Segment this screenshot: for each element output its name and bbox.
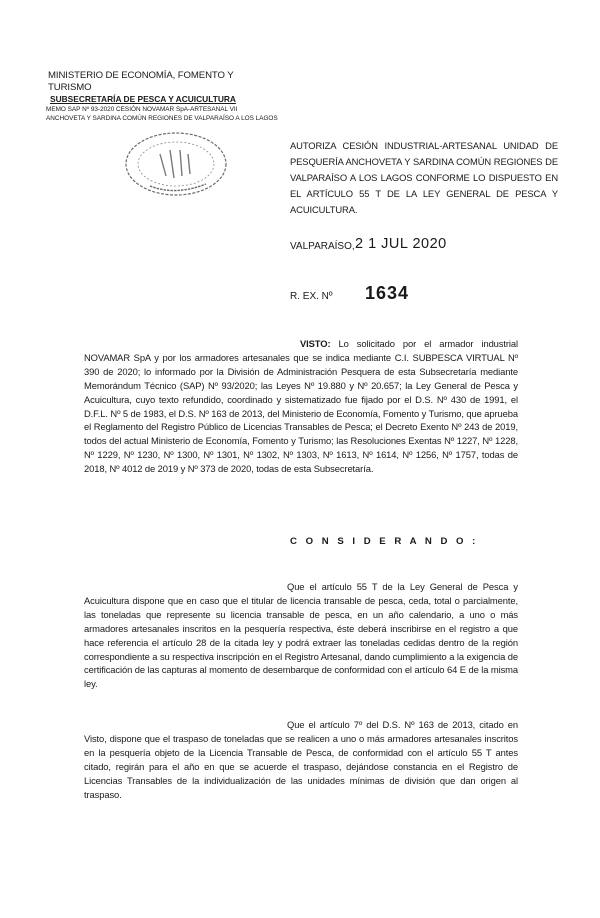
considerando-paragraph-1 (84, 580, 518, 691)
rex-label: R. EX. Nº (290, 291, 333, 302)
rex-number: 1634 (365, 283, 410, 303)
considerando-paragraph-2 (84, 718, 518, 801)
memo-reference-line-1: MEMO SAP Nº 93-2020 CESIÓN NOVAMAR SpA-ARTESANAL VII (46, 106, 238, 113)
place-label: VALPARAÍSO, (290, 241, 355, 252)
subsecretaria-name: SUBSECRETARÍA DE PESCA Y ACUICULTURA (50, 94, 236, 104)
memo-reference-line-2: ANCHOVETA Y SARDINA COMÚN REGIONES DE VALPARAÍSO A LOS LAGOS (46, 115, 278, 122)
resolution-date: 2 1 JUL 2020 (355, 236, 447, 252)
ministry-name: MINISTERIO DE ECONOMÍA, FOMENTO Y TURISMO (48, 70, 234, 93)
visto-text: Lo solicitado por el armador industrial NOVAMAR SpA y por los armadores artesanales que se indica mediante C.I. SUBPESCA VIRTUAL Nº 390 de 2020; lo informado por la División de Administración Pesquera de esta Subsecretaría mediante Memorándum Técnico (SAP) Nº 93/2020; las Leyes Nº 19.880 y Nº 20.657; la Ley General de Pesca y Acuicultura, cuyo texto refundido, coordinado y sistematizado fue fijado por el D.S. Nº 430 de 1991, el D.F.L. Nº 5 de 1983, el D.S. Nº 163 de 2013, del Ministerio de Economía, Fomento y Turismo, que aprueba el Reglamento del Registro Público de Licencias Transables de Pesca; el Decreto Exento Nº 243 de 2019, todos del actual Ministerio de Economía, Fomento y Turismo; las Resoluciones Exentas Nº 1227, Nº 1228, Nº 1229, Nº 1230, Nº 1300, Nº 1301, Nº 1302, Nº 1303, Nº 1613, Nº 1614, Nº 1256, Nº 1757, todas de 2018, Nº 4012 de 2019 y Nº 373 de 2020, todas de esta Subsecretaría. (84, 338, 518, 475)
resolution-subject: AUTORIZA CESIÓN INDUSTRIAL-ARTESANAL UNIDAD DE PESQUERÍA ANCHOVETA Y SARDINA COMÚN REGIONES DE VALPARAÍSO A LOS LAGOS CONFORME LO DISPUESTO EN EL ARTÍCULO 55 T DE LA LEY GENERAL DE PESCA Y ACUICULTURA. (290, 140, 558, 215)
official-seal-stamp (120, 128, 232, 200)
visto-section (84, 337, 518, 476)
considerando-heading: C O N S I D E R A N D O : (290, 536, 479, 547)
paragraph-1-text: Que el artículo 55 T de la Ley General de Pesca y Acuicultura dispone que en caso que el titular de licencia transable de pesca, ceda, total o parcialmente, las toneladas que represente su licencia transable de pesca, en un año calendario, a uno o más armadores artesanales inscritos en la pesquería respectiva, éste deberá inscribirse en el registro a que hace referencia el artículo 28 de la citada ley y podrá extraer las toneladas cedidas dentro de la región correspondiente a su respectiva inscripción en el Registro Artesanal, dando cumplimiento a la exigencia de certificación de las capturas al momento de desembarque de conformidad con el artículo 64 E de la misma ley. (84, 581, 518, 690)
paragraph-2-text: Que el artículo 7º del D.S. Nº 163 de 2013, citado en Visto, dispone que el traspaso de toneladas que se realicen a uno o más armadores artesanales inscritos en la pesquería objeto de la Licencia Transable de Pesca, de conformidad con el artículo 55 T antes citado, regirán para el año en que se acuerde el traspaso, dejándose constancia en el Registro de Licencias Transables de la individualización de las unidades mínimas de división que dan origen al traspaso. (84, 719, 518, 800)
visto-label: VISTO: (300, 338, 331, 349)
letterhead (48, 70, 278, 123)
